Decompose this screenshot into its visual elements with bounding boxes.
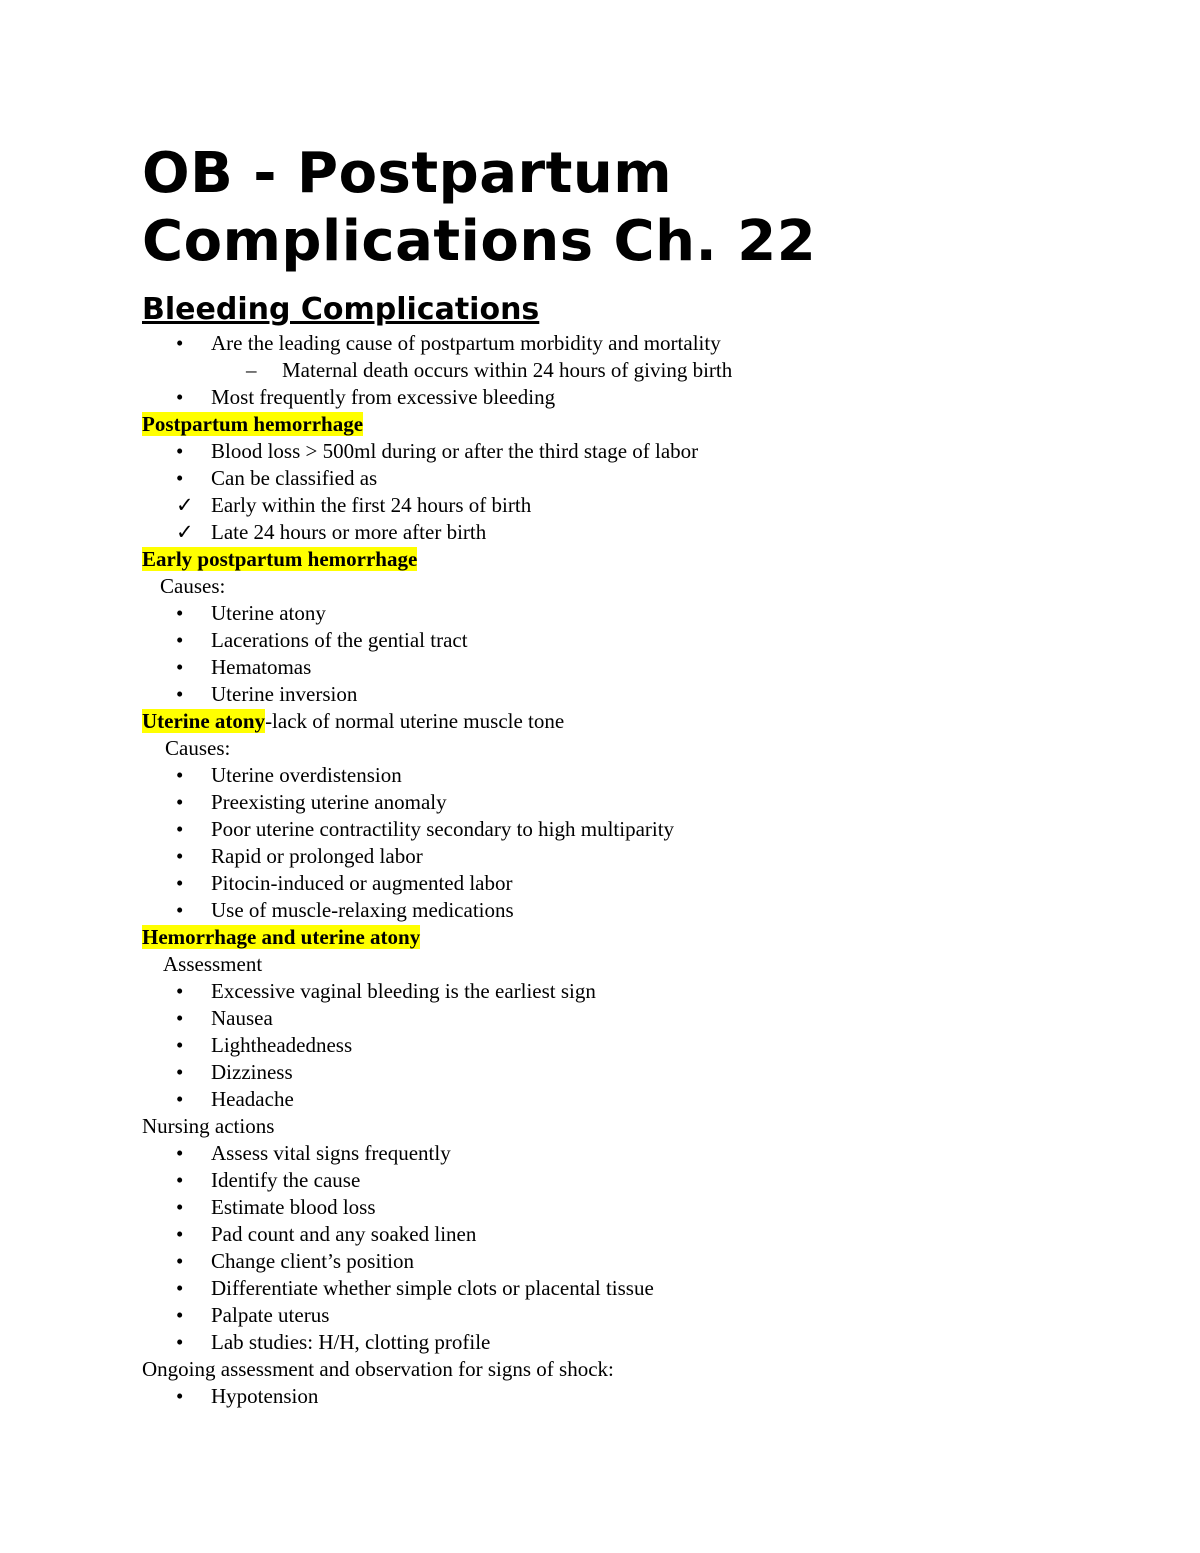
list-item <box>0 600 1200 627</box>
list-item <box>0 330 1200 357</box>
highlighted-term: Early postpartum hemorrhage <box>142 547 418 571</box>
subheading <box>0 924 1200 951</box>
list-item-text: Use of muscle-relaxing medications <box>211 898 514 922</box>
list-item <box>0 1194 1200 1221</box>
list-item-text: Most frequently from excessive bleeding <box>211 385 556 409</box>
list-item-text: Pad count and any soaked linen <box>211 1222 477 1246</box>
list-item <box>0 438 1200 465</box>
list-item <box>0 1059 1200 1086</box>
list-item <box>0 897 1200 924</box>
list-item-text: Headache <box>211 1087 294 1111</box>
list-item <box>0 816 1200 843</box>
list-item-text: Can be classified as <box>211 466 378 490</box>
bullet-icon: • <box>176 1222 184 1246</box>
list-item-text: Maternal death occurs within 24 hours of giving birth <box>282 358 733 382</box>
list-item <box>0 762 1200 789</box>
list-item-text: Blood loss > 500ml during or after the third stage of labor <box>211 439 699 463</box>
list-item-text: Change client’s position <box>211 1249 414 1273</box>
sub-list-item <box>0 357 1200 384</box>
bullet-icon: • <box>176 682 184 706</box>
bullet-icon: • <box>176 385 184 409</box>
bullet-icon: • <box>176 655 184 679</box>
list-item-text: Uterine inversion <box>211 682 358 706</box>
list-item <box>0 1275 1200 1302</box>
bullet-icon: • <box>176 628 184 652</box>
subheading-definition: -lack of normal uterine muscle tone <box>265 709 565 733</box>
bullet-icon: • <box>176 1195 184 1219</box>
bullet-icon: • <box>176 1006 184 1030</box>
subheading <box>0 708 1200 735</box>
list-item-text: Identify the cause <box>211 1168 361 1192</box>
list-item-text: Hematomas <box>211 655 312 679</box>
list-item-text: Assess vital signs frequently <box>211 1141 451 1165</box>
list-item <box>0 1032 1200 1059</box>
list-item-text: Pitocin-induced or augmented labor <box>211 871 513 895</box>
highlighted-term: Uterine atony <box>142 709 266 733</box>
bullet-icon: • <box>176 1330 184 1354</box>
group-label <box>0 951 1200 978</box>
list-item <box>0 654 1200 681</box>
title-line-1: OB - Postpartum <box>142 141 673 206</box>
highlighted-term: Hemorrhage and uterine atony <box>142 925 421 949</box>
list-item <box>0 1005 1200 1032</box>
list-item <box>0 384 1200 411</box>
list-item <box>0 789 1200 816</box>
bullet-icon: • <box>176 844 184 868</box>
list-item-text: Differentiate whether simple clots or placental tissue <box>211 1276 654 1300</box>
bullet-icon: • <box>176 1087 184 1111</box>
bullet-icon: • <box>176 790 184 814</box>
bullet-icon: • <box>176 1384 184 1408</box>
list-item-text: Hypotension <box>211 1384 319 1408</box>
list-item-text: Uterine overdistension <box>211 763 402 787</box>
group-label <box>0 735 1200 762</box>
bullet-icon: • <box>176 1303 184 1327</box>
bullet-icon: • <box>176 1060 184 1084</box>
bullet-icon: • <box>176 1168 184 1192</box>
list-item-text: Rapid or prolonged labor <box>211 844 423 868</box>
list-item <box>0 1167 1200 1194</box>
document-body <box>0 330 1200 1410</box>
dash-icon: – <box>246 358 257 382</box>
bullet-icon: • <box>176 1276 184 1300</box>
list-item-text: Early within the first 24 hours of birth <box>211 493 532 517</box>
list-item <box>0 843 1200 870</box>
list-item <box>0 465 1200 492</box>
bullet-icon: • <box>176 1249 184 1273</box>
checklist-item <box>0 492 1200 519</box>
list-item-text: Lacerations of the gential tract <box>211 628 468 652</box>
list-item-text: Late 24 hours or more after birth <box>211 520 487 544</box>
subheading-text <box>142 708 564 735</box>
bullet-icon: • <box>176 817 184 841</box>
list-item <box>0 1302 1200 1329</box>
list-item <box>0 1086 1200 1113</box>
group-label-text: Ongoing assessment and observation for signs of shock: <box>142 1357 614 1381</box>
group-label-text: Causes: <box>165 736 231 760</box>
page-title <box>142 140 816 276</box>
bullet-icon: • <box>176 439 184 463</box>
list-item <box>0 681 1200 708</box>
subheading <box>0 411 1200 438</box>
subheading-text <box>142 546 417 573</box>
checklist-item <box>0 519 1200 546</box>
list-item-text: Dizziness <box>211 1060 293 1084</box>
list-item <box>0 870 1200 897</box>
list-item-text: Nausea <box>211 1006 273 1030</box>
section-heading: Bleeding Complications <box>142 292 540 327</box>
list-item-text: Excessive vaginal bleeding is the earliest sign <box>211 979 596 1003</box>
group-label-text: Nursing actions <box>142 1114 275 1138</box>
bullet-icon: • <box>176 331 184 355</box>
checkmark-icon: ✓ <box>176 493 194 517</box>
bullet-icon: • <box>176 466 184 490</box>
group-label <box>0 1113 1200 1140</box>
checkmark-icon: ✓ <box>176 520 194 544</box>
list-item <box>0 1248 1200 1275</box>
list-item-text: Are the leading cause of postpartum morbidity and mortality <box>211 331 721 355</box>
bullet-icon: • <box>176 979 184 1003</box>
list-item-text: Lightheadedness <box>211 1033 353 1057</box>
list-item <box>0 1329 1200 1356</box>
list-item <box>0 978 1200 1005</box>
list-item-text: Lab studies: H/H, clotting profile <box>211 1330 491 1354</box>
list-item-text: Poor uterine contractility secondary to high multiparity <box>211 817 675 841</box>
list-item-text: Uterine atony <box>211 601 326 625</box>
subheading <box>0 546 1200 573</box>
list-item-text: Estimate blood loss <box>211 1195 376 1219</box>
list-item <box>0 627 1200 654</box>
list-item-text: Palpate uterus <box>211 1303 330 1327</box>
subheading-text <box>142 924 420 951</box>
list-item <box>0 1221 1200 1248</box>
title-line-2: Complications Ch. 22 <box>142 209 817 274</box>
bullet-icon: • <box>176 601 184 625</box>
bullet-icon: • <box>176 1141 184 1165</box>
group-label <box>0 573 1200 600</box>
group-label-text: Causes: <box>160 574 226 598</box>
bullet-icon: • <box>176 1033 184 1057</box>
bullet-icon: • <box>176 898 184 922</box>
list-item <box>0 1383 1200 1410</box>
subheading-text <box>142 411 363 438</box>
highlighted-term: Postpartum hemorrhage <box>142 412 364 436</box>
bullet-icon: • <box>176 871 184 895</box>
list-item-text: Preexisting uterine anomaly <box>211 790 447 814</box>
bullet-icon: • <box>176 763 184 787</box>
group-label <box>0 1356 1200 1383</box>
list-item <box>0 1140 1200 1167</box>
group-label-text: Assessment <box>163 952 263 976</box>
